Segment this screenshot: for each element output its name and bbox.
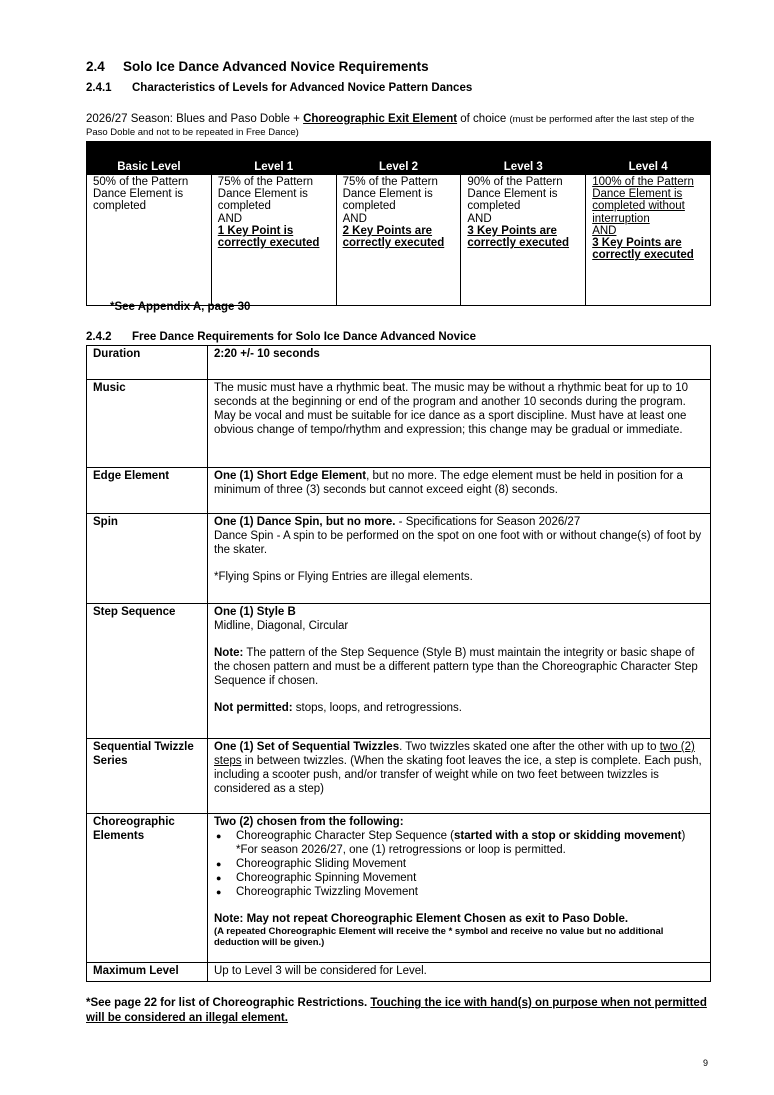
cell-level-1	[211, 175, 336, 306]
levels-header-row	[87, 142, 711, 175]
section-heading	[86, 59, 429, 74]
levels-body-row	[87, 175, 711, 306]
cell-level-2	[336, 175, 461, 306]
list-item: ● Choreographic Twizzling Movement	[214, 885, 704, 899]
season-middle: of choice	[457, 113, 510, 125]
season-note: (must be performed after the last step of the Paso Doble and not to be repeated in Free Dance)	[86, 114, 695, 138]
cell-key-points: 3 Key Points are correctly executed	[467, 224, 570, 250]
row-edge-element	[87, 468, 711, 514]
label-music: Music	[87, 380, 208, 468]
subsection-title: Free Dance Requirements for Solo Ice Dance Advanced Novice	[132, 331, 477, 343]
choreo-small-note: (A repeated Choreographic Element will receive the * symbol and receive no value but no additional deduction will be given.)	[214, 926, 664, 948]
cell-text: 50% of the Pattern Dance Element is completed	[93, 176, 189, 213]
choreo-note: Note: May not repeat Choreographic Element Chosen as exit to Paso Doble.	[214, 913, 629, 925]
step-not-permitted-text: stops, loops, and retrogressions.	[292, 702, 462, 714]
row-music	[87, 380, 711, 468]
row-maximum-level	[87, 963, 711, 982]
duration-text: 2:20 +/- 10 seconds	[214, 348, 320, 360]
twizzle-text-b: in between twizzles. (When the skating foot leaves the ice, a step is complete. Each push, including a scooter push, and/or transfer of weight while on two feet between twizzles is considered as a step)	[214, 755, 702, 795]
value-step-sequence	[208, 604, 711, 739]
header-level-3: Level 3	[461, 142, 586, 175]
subsection-number: 2.4.2	[86, 331, 112, 343]
step-note-label: Note:	[214, 647, 244, 659]
label-maximum-level: Maximum Level	[87, 963, 208, 982]
label-spin: Spin	[87, 514, 208, 604]
edge-bold: One (1) Short Edge Element	[214, 470, 367, 482]
cell-key-points: 1 Key Point is correctly executed	[217, 224, 320, 250]
label-choreographic-elements: Choreographic Elements	[87, 814, 208, 963]
footer-underlined: Touching the ice with hand(s) on purpose when not permitted will be considered an illegal element.	[86, 997, 707, 1024]
value-duration	[208, 346, 711, 380]
spin-definition: Dance Spin - A spin to be performed on the spot on one foot with or without change(s) of foot by the skater.	[214, 530, 702, 556]
cell-key-points: 3 Key Points are correctly executed	[592, 237, 694, 262]
edge-text: , but no more. The edge element must be held in position for a minimum of three (3) seconds but cannot exceed eight (8) seconds.	[214, 470, 683, 496]
season-emphasis: Choreographic Exit Element	[303, 113, 458, 125]
row-duration	[87, 346, 711, 380]
row-step-sequence	[87, 604, 711, 739]
footer-note	[86, 996, 716, 1026]
label-edge-element: Edge Element	[87, 468, 208, 514]
page-number: 9	[703, 1058, 709, 1068]
levels-table	[86, 141, 711, 306]
row-choreographic-elements	[87, 814, 711, 963]
list-item: ● Choreographic Sliding Movement	[214, 857, 704, 871]
cell-and: AND	[467, 212, 492, 225]
twizzle-steps: two (2) steps	[214, 741, 695, 767]
header-level-4: Level 4	[586, 142, 711, 175]
cell-and: AND	[217, 212, 243, 225]
spin-bold: One (1) Dance Spin, but no more.	[214, 516, 396, 528]
cell-text: 75% of the Pattern Dance Element is completed	[342, 176, 438, 213]
requirements-table	[86, 345, 711, 982]
step-note-text: The pattern of the Step Sequence (Style B) must maintain the integrity or basic shape of the chosen pattern and must be a different pattern type than the Choreographic Character Step Sequence if chosen.	[214, 647, 698, 687]
subsection-title: Characteristics of Levels for Advanced Novice Pattern Dances	[132, 82, 473, 94]
value-edge-element	[208, 468, 711, 514]
row-spin	[87, 514, 711, 604]
value-spin	[208, 514, 711, 604]
subsection-number: 2.4.1	[86, 82, 112, 94]
cell-basic-level	[87, 175, 212, 306]
cell-and: AND	[342, 212, 367, 225]
cell-level-4	[586, 175, 711, 306]
subsection-heading-free-dance	[86, 331, 476, 343]
section-number: 2.4	[86, 59, 105, 74]
season-prefix: 2026/27 Season: Blues and Paso Doble +	[86, 113, 304, 125]
cell-key-points: 2 Key Points are correctly executed	[342, 224, 445, 250]
list-item: ● Choreographic Spinning Movement	[214, 871, 704, 885]
appendix-note: *See Appendix A, page 30	[110, 301, 251, 313]
season-line	[86, 113, 710, 139]
cell-text: 90% of the Pattern Dance Element is completed	[467, 176, 563, 213]
label-step-sequence: Step Sequence	[87, 604, 208, 739]
value-music: The music must have a rhythmic beat. The music may be without a rhythmic beat for up to 10 seconds at the beginning or end of the program and another 10 seconds during the program. May be vocal and must be suitable for ice dance as a sport discipline. Must have at least one obvious change of tempo/rhythm and expression; this change may be gradual or immediate.	[208, 380, 711, 468]
header-level-1: Level 1	[211, 142, 336, 175]
spin-flying-note: *Flying Spins or Flying Entries are illegal elements.	[214, 571, 473, 583]
choreo-bold: Two (2) chosen from the following:	[214, 816, 404, 828]
cell-and: AND	[592, 224, 617, 237]
step-patterns: Midline, Diagonal, Circular	[214, 620, 349, 632]
footer-plain: *See page 22 for list of Choreographic Restrictions.	[86, 997, 371, 1009]
cell-text: 100% of the Pattern Dance Element is completed without interruption	[592, 176, 694, 225]
header-level-2: Level 2	[336, 142, 461, 175]
row-twizzle-series	[87, 739, 711, 814]
label-twizzle-series: Sequential Twizzle Series	[87, 739, 208, 814]
twizzle-text-a: . Two twizzles skated one after the other with up to	[399, 741, 660, 753]
value-maximum-level: Up to Level 3 will be considered for Level.	[208, 963, 711, 982]
spin-text: - Specifications for Season 2026/27	[395, 516, 581, 528]
twizzle-bold: One (1) Set of Sequential Twizzles	[214, 741, 400, 753]
value-choreographic-elements	[208, 814, 711, 963]
list-item: ● Choreographic Character Step Sequence (started with a stop or skidding movement) *For season 2026/27, one (1) retrogressions or loop is permitted.	[214, 829, 704, 857]
cell-text: 75% of the Pattern Dance Element is completed	[217, 176, 314, 213]
choreo-list	[214, 829, 704, 899]
subsection-heading-levels	[86, 82, 472, 94]
label-duration: Duration	[87, 346, 208, 380]
section-title: Solo Ice Dance Advanced Novice Requirements	[123, 59, 429, 74]
step-bold: One (1) Style B	[214, 606, 296, 618]
cell-level-3	[461, 175, 586, 306]
step-not-permitted-label: Not permitted:	[214, 702, 293, 714]
value-twizzle-series	[208, 739, 711, 814]
header-basic-level: Basic Level	[87, 142, 212, 175]
